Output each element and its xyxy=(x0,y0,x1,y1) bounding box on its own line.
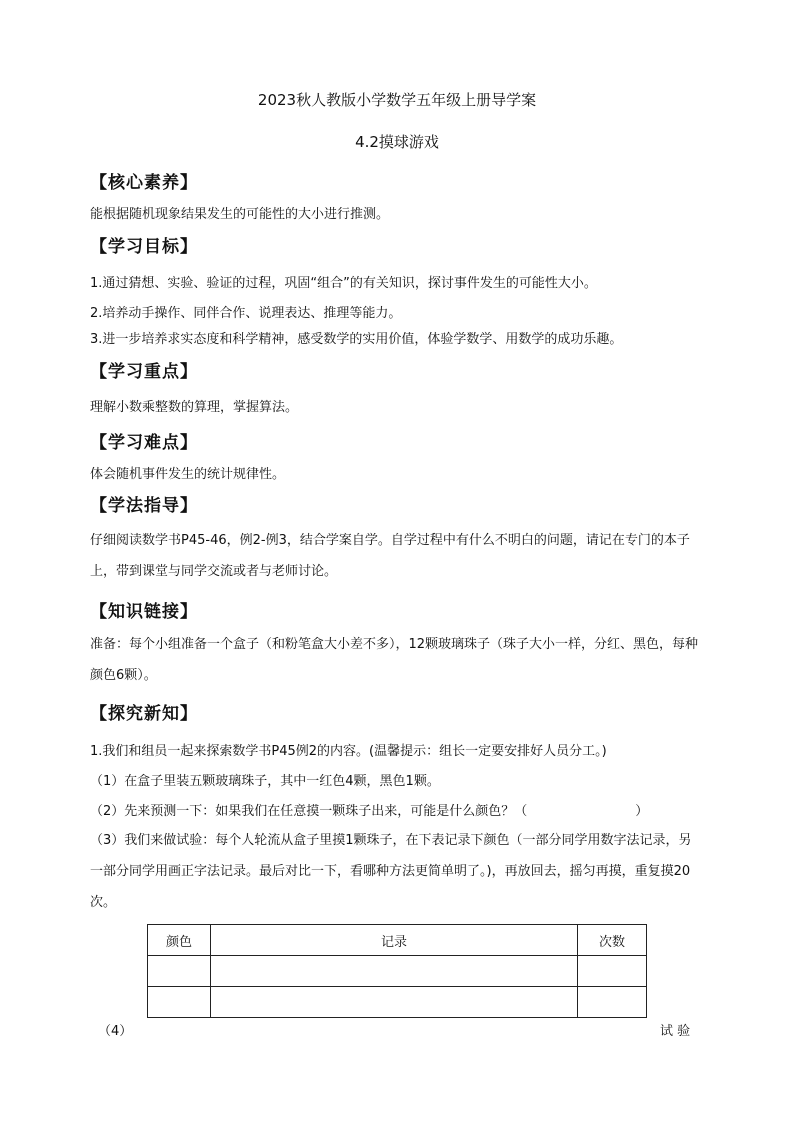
heading-difficulty: 【学习难点】 xyxy=(90,433,198,453)
explore-step-2 xyxy=(90,800,648,819)
table-header-row xyxy=(148,925,647,956)
table-cell[interactable] xyxy=(578,956,647,987)
table-cell[interactable] xyxy=(578,987,647,1018)
explore-step-2-close: ） xyxy=(635,804,649,819)
doc-subtitle: 4.2摸球游戏 xyxy=(355,133,439,151)
link-text: 准备：每个小组准备一个盒子（和粉笔盒大小差不多），12颗玻璃珠子（珠子大小一样，分红、黑色，每种颜色6颗）。 xyxy=(90,637,699,683)
heading-goals: 【学习目标】 xyxy=(90,237,198,257)
explore-step-3: （3）我们来做试验：每个人轮流从盒子里摸1颗珠子，在下表记录下颜色（一部分同学用数字法记录，另一部分同学用画正字法记录。最后对比一下，看哪种方法更简单明了。)，再放回去，摇匀再摸，重复摸20次。 xyxy=(90,833,692,910)
table-header-count: 次数 xyxy=(578,925,647,956)
goal-item-2: 2.培养动手操作、同伴合作、说理表达、推理等能力。 xyxy=(90,306,402,321)
table-row xyxy=(148,987,647,1018)
difficulty-text: 体会随机事件发生的统计规律性。 xyxy=(90,467,286,482)
goal-item-3: 3.进一步培养求实态度和科学精神，感受数学的实用价值，体验学数学、用数学的成功乐趣。 xyxy=(90,332,623,347)
explore-step-4-tail: 试 验 xyxy=(660,1024,691,1039)
table-cell[interactable] xyxy=(148,987,211,1018)
table-header-record: 记录 xyxy=(211,925,578,956)
record-table xyxy=(147,924,647,1018)
core-text: 能根据随机现象结果发生的可能性的大小进行推测。 xyxy=(90,207,390,222)
explore-item-1: 1.我们和组员一起来探索数学书P45例2的内容。(温馨提示：组长一定要安排好人员分工。) xyxy=(90,744,607,759)
table-row xyxy=(148,956,647,987)
explore-step-2-text: （2）先来预测一下：如果我们在任意摸一颗珠子出来，可能是什么颜色？（ xyxy=(90,804,528,819)
table-cell[interactable] xyxy=(211,956,578,987)
explore-step-4-label: （4） xyxy=(98,1024,133,1039)
heading-explore: 【探究新知】 xyxy=(90,704,198,724)
heading-link: 【知识链接】 xyxy=(90,602,198,622)
heading-core: 【核心素养】 xyxy=(90,173,198,193)
table-header-color: 颜色 xyxy=(148,925,211,956)
method-text: 仔细阅读数学书P45-46，例2-例3，结合学案自学。自学过程中有什么不明白的问题，请记在专门的本子上，带到课堂与同学交流或者与老师讨论。 xyxy=(90,533,690,579)
doc-title: 2023秋人教版小学数学五年级上册导学案 xyxy=(257,91,537,109)
goal-item-1: 1.通过猜想、实验、验证的过程，巩固“组合”的有关知识，探讨事件发生的可能性大小。 xyxy=(90,276,597,291)
table-cell[interactable] xyxy=(211,987,578,1018)
explore-step-1: （1）在盒子里装五颗玻璃珠子，其中一红色4颗，黑色1颗。 xyxy=(90,774,440,789)
heading-key: 【学习重点】 xyxy=(90,362,198,382)
table-cell[interactable] xyxy=(148,956,211,987)
key-text: 理解小数乘整数的算理，掌握算法。 xyxy=(90,400,299,415)
heading-method: 【学法指导】 xyxy=(90,496,198,516)
